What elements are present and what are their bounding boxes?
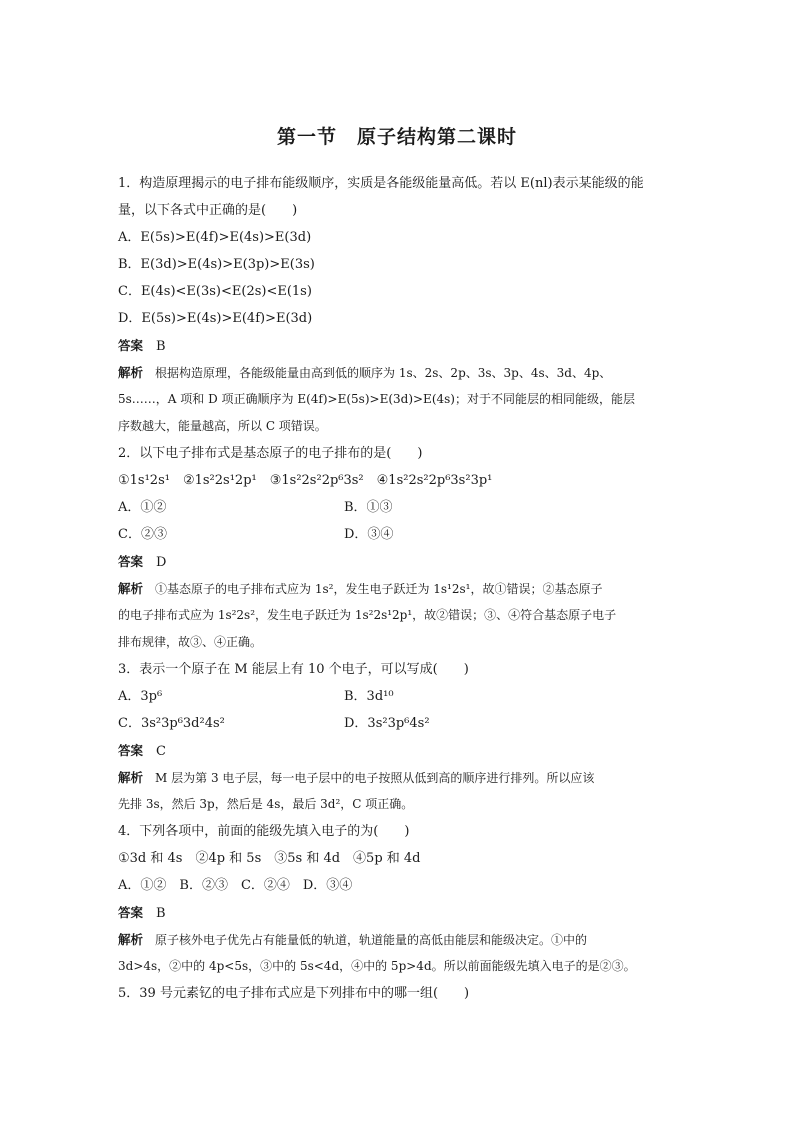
answer-label: 答案 <box>118 743 144 758</box>
question-3-options-row-1 <box>118 683 678 710</box>
question-2-option-c: C．②③ <box>118 527 167 542</box>
question-2-analysis-line-1 <box>118 575 678 602</box>
question-list <box>118 170 678 1007</box>
question-3-option-c: C．3s²3p⁶3d²4s² <box>118 716 225 731</box>
question-3 <box>118 656 678 818</box>
answer-label: 答案 <box>118 905 144 920</box>
question-2-analysis-line-3: 排布规律，故③、④正确。 <box>118 635 263 649</box>
analysis-text: ①基态原子的电子排布式应为 1s²，发生电子跃迁为 1s¹2s¹，故①错误；②基态原子 <box>155 582 603 596</box>
answer-value: B <box>156 906 166 921</box>
question-2-option-b: B．①③ <box>344 500 393 515</box>
analysis-text: 根据构造原理，各能级能量由高到低的顺序为 1s、2s、2p、3s、3p、4s、3d、4p、 <box>155 366 612 380</box>
answer-label: 答案 <box>118 338 144 353</box>
question-1-answer <box>118 332 678 359</box>
question-1-option-a: A．E(5s)>E(4f)>E(4s)>E(3d) <box>118 230 312 245</box>
question-4-options: A．①② B．②③ C．②④ D．③④ <box>118 878 353 893</box>
question-4-stem: 4．下列各项中，前面的能级先填入电子的为( ) <box>118 824 410 839</box>
question-2-options-row-1 <box>118 494 678 521</box>
analysis-label: 解析 <box>118 932 144 947</box>
question-3-option-d: D．3s²3p⁶4s² <box>344 716 430 731</box>
question-3-analysis-line-1 <box>118 764 678 791</box>
question-1 <box>118 170 678 440</box>
question-3-answer <box>118 737 678 764</box>
question-2-items: ①1s¹2s¹ ②1s²2s¹2p¹ ③1s²2s²2p⁶3s² ④1s²2s²2p⁶3s²3p¹ <box>118 473 493 488</box>
question-2-answer <box>118 548 678 575</box>
question-1-stem-line-2: 量，以下各式中正确的是( ) <box>118 203 298 218</box>
question-4-analysis-line-2: 3d>4s，②中的 4p<5s，③中的 5s<4d，④中的 5p>4d。所以前面能级先填入电子的是②③。 <box>118 959 636 973</box>
question-5 <box>118 980 678 1007</box>
analysis-label: 解析 <box>118 581 144 596</box>
analysis-text: 原子核外电子优先占有能量低的轨道，轨道能量的高低由能层和能级决定。①中的 <box>155 933 588 947</box>
answer-label: 答案 <box>118 554 144 569</box>
question-2-stem: 2．以下电子排布式是基态原子的电子排布的是( ) <box>118 446 423 461</box>
question-4-analysis-line-1 <box>118 926 678 953</box>
answer-value: B <box>156 339 166 354</box>
question-2-option-a: A．①② <box>118 500 167 515</box>
question-3-option-a: A．3p⁶ <box>118 689 163 704</box>
question-4 <box>118 818 678 980</box>
question-4-answer <box>118 899 678 926</box>
question-2 <box>118 440 678 656</box>
question-1-option-c: C．E(4s)<E(3s)<E(2s)<E(1s) <box>118 284 312 299</box>
question-1-analysis-line-3: 序数越大，能量越高，所以 C 项错误。 <box>118 419 327 433</box>
question-1-stem-line-1: 1．构造原理揭示的电子排布能级顺序，实质是各能级能量高低。若以 E(nl)表示某能级的能 <box>118 176 644 191</box>
question-2-options-row-2 <box>118 521 678 548</box>
analysis-label: 解析 <box>118 770 144 785</box>
question-3-option-b: B．3d¹⁰ <box>344 689 394 704</box>
question-3-stem: 3．表示一个原子在 M 能层上有 10 个电子，可以写成( ) <box>118 662 469 677</box>
question-2-option-d: D．③④ <box>344 527 394 542</box>
question-1-option-d: D．E(5s)>E(4s)>E(4f)>E(3d) <box>118 311 313 326</box>
question-3-analysis-line-2: 先排 3s，然后 3p，然后是 4s，最后 3d²，C 项正确。 <box>118 797 414 811</box>
analysis-text: M 层为第 3 电子层，每一电子层中的电子按照从低到高的顺序进行排列。所以应该 <box>155 771 595 785</box>
answer-value: C <box>156 744 166 759</box>
answer-value: D <box>156 555 167 570</box>
question-5-stem: 5．39 号元素钇的电子排布式应是下列排布中的哪一组( ) <box>118 986 470 1001</box>
analysis-label: 解析 <box>118 365 144 380</box>
question-4-items: ①3d 和 4s ②4p 和 5s ③5s 和 4d ④5p 和 4d <box>118 851 421 866</box>
question-3-options-row-2 <box>118 710 678 737</box>
question-1-analysis-line-2: 5s……，A 项和 D 项正确顺序为 E(4f)>E(5s)>E(3d)>E(4s)；对于不同能层的相同能级，能层 <box>118 392 635 406</box>
question-2-analysis-line-2: 的电子排布式应为 1s²2s²，发生电子跃迁为 1s²2s¹2p¹，故②错误；③、④符合基态原子电子 <box>118 608 617 622</box>
question-1-option-b: B．E(3d)>E(4s)>E(3p)>E(3s) <box>118 257 315 272</box>
page-title: 第一节 原子结构第二课时 <box>276 126 517 148</box>
question-1-analysis-line-1 <box>118 359 678 386</box>
